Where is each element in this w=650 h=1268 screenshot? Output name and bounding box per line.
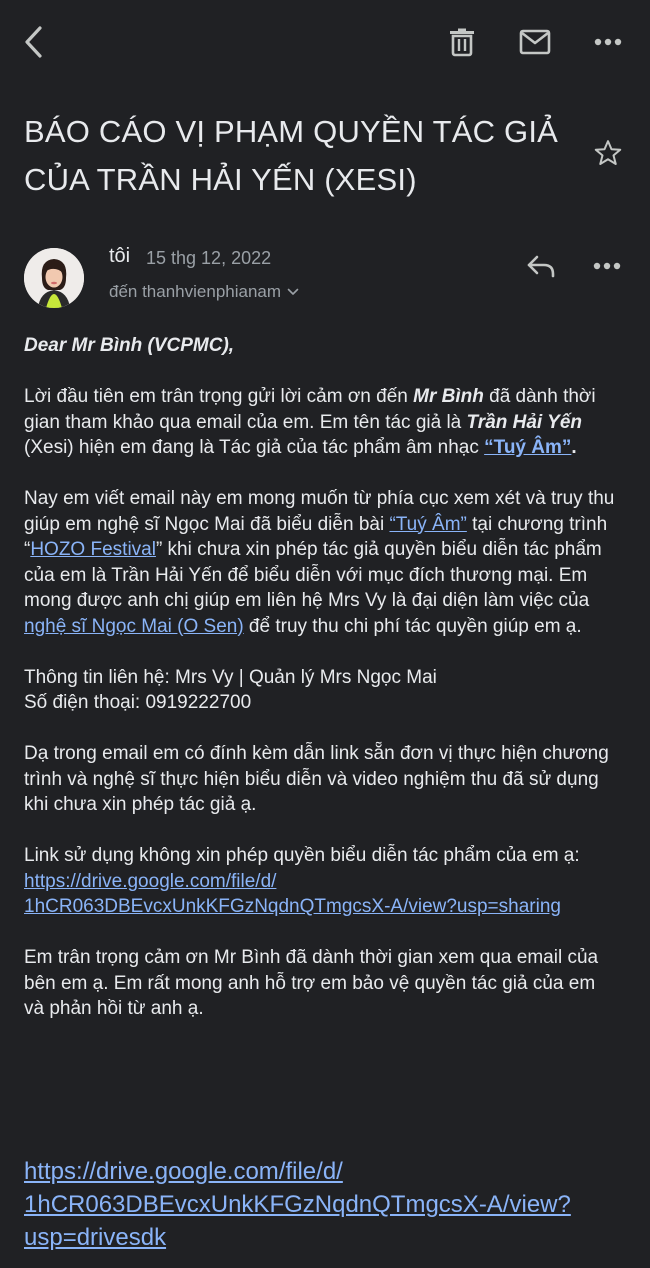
contact-info <box>24 665 620 716</box>
recipient-label: đến thanhvienphianam <box>109 282 282 301</box>
drive-sharing-link-line-2: 1hCR063DBEvcxUnkKFGzNqdnQTmgcsX-A/view?usp=sharing <box>24 896 561 917</box>
p2-text-1: Nay em viết email này em mong muốn từ phía cục xem xét và truy thu giúp em nghệ sĩ Ngọc Mai đã biểu diễn bài <box>24 488 615 535</box>
attached-drive-link <box>24 1155 624 1254</box>
p1-text-2: đã dành thời gian tham khảo qua email của em. Em tên tác giả là <box>24 386 596 433</box>
mark-unread-button[interactable] <box>511 18 559 66</box>
festival-link[interactable]: HOZO Festival <box>30 539 156 560</box>
email-subject <box>24 108 584 204</box>
body-paragraph-3: Dạ trong email em có đính kèm dẫn link sẵn đơn vị thực hiện chương trình và nghệ sĩ thực hiện biểu diễn và video nghiệm thu đã sử dụng khi chưa xin phép tác giả ạ. <box>24 743 609 815</box>
sender-name: tôi <box>109 245 131 267</box>
p1-recipient-name: Mr Bình <box>413 386 484 407</box>
recipient-toggle[interactable] <box>109 282 299 302</box>
chevron-down-icon <box>287 288 299 296</box>
star-button[interactable] <box>588 133 628 173</box>
body-paragraph-1 <box>24 384 620 461</box>
drive-sdk-link-line-3: usp=drivesdk <box>24 1224 167 1251</box>
p1-text-3: (Xesi) hiện em đang là Tác giả của tác phẩm âm nhạc <box>24 437 485 458</box>
subject-line-1: BÁO CÁO VỊ PHẠM QUYỀN TÁC GIẢ <box>24 114 559 149</box>
drive-sharing-link-line-1: https://drive.google.com/file/d/ <box>24 870 277 892</box>
p4-text: Link sử dụng không xin phép quyền biểu diễn tác phẩm của em ạ: <box>24 845 580 866</box>
p2-text-4: để truy thu chi phí tác quyền giúp em ạ. <box>243 615 582 637</box>
p1-text-4: . <box>571 437 577 458</box>
body-paragraph-5: Em trân trọng cảm ơn Mr Bình đã dành thời gian xem qua email của bên em ạ. Em rất mong anh hỗ trợ em bảo vệ quyền tác giả của em và phản hồi từ anh ạ. <box>24 947 599 1019</box>
body-paragraph-4 <box>24 843 620 920</box>
p1-author-name: Trần Hải Yến <box>466 411 582 433</box>
sender-avatar[interactable] <box>24 248 84 308</box>
drive-sdk-link-line-2: 1hCR063DBEvcxUnkKFGzNqdnQTmgcsX-A/view? <box>24 1191 571 1218</box>
contact-line-2: Số điện thoại: 0919222700 <box>24 692 252 713</box>
drive-sdk-link[interactable] <box>24 1158 571 1251</box>
top-app-bar <box>0 0 650 84</box>
p1-text-1: Lời đầu tiên em trân trọng gửi lời cảm ơn đến <box>24 386 414 407</box>
message-date: 15 thg 12, 2022 <box>146 248 272 268</box>
body-paragraph-2 <box>24 486 620 639</box>
drive-sdk-link-line-1: https://drive.google.com/file/d/ <box>24 1158 343 1185</box>
greeting: Dear Mr Bình (VCPMC), <box>24 335 235 356</box>
back-button[interactable] <box>10 18 58 66</box>
trash-icon <box>449 27 475 57</box>
delete-button[interactable] <box>438 18 486 66</box>
reply-icon <box>526 254 556 278</box>
contact-line-1: Thông tin liên hệ: Mrs Vy | Quản lý Mrs Ngọc Mai <box>24 666 437 688</box>
song-link[interactable]: “Tuý Âm” <box>389 513 467 535</box>
more-horizontal-icon <box>593 262 621 270</box>
reply-button[interactable] <box>518 243 564 289</box>
message-more-button[interactable] <box>584 243 630 289</box>
email-body <box>24 333 620 1047</box>
more-horizontal-icon <box>594 38 622 46</box>
work-link[interactable]: “Tuý Âm” <box>484 437 572 458</box>
arrow-back-icon <box>22 25 46 59</box>
p2-text-3: ” khi chưa xin phép tác giả quyền biểu diễn tác phẩm của em là Trần Hải Yến để biểu diễn với mục đích thương mại. Em mong được anh chị giúp em liên hệ Mrs Vy là đại diện làm việc của <box>24 539 602 611</box>
star-outline-icon <box>593 138 623 168</box>
mail-icon <box>519 29 551 55</box>
subject-line-2: CỦA TRẦN HẢI YẾN (XESI) <box>24 162 417 197</box>
drive-sharing-link[interactable] <box>24 871 561 918</box>
avatar-photo <box>24 248 84 308</box>
artist-link[interactable]: nghệ sĩ Ngọc Mai (O Sen) <box>24 615 244 637</box>
more-options-button[interactable] <box>584 18 632 66</box>
p2-text-2: tại chương trình “ <box>24 513 608 560</box>
